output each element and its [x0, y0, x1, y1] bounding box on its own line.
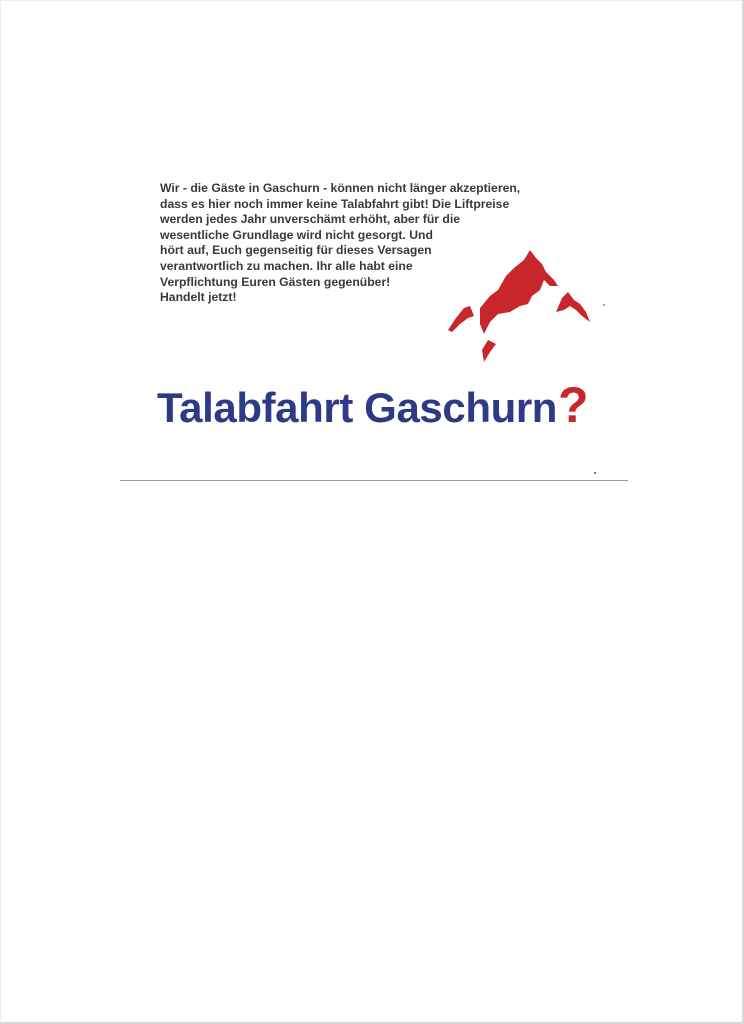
- appeal-line-4: wesentliche Grundlage wird nicht gesorgt. Und: [160, 227, 433, 242]
- appeal-line-5: hört auf, Euch gegenseitig für dieses Versagen: [160, 243, 432, 258]
- appeal-line-1: Wir - die Gäste in Gaschurn - können nicht länger akzeptieren,: [160, 181, 521, 195]
- scan-speck: [594, 472, 596, 474]
- headline: [157, 377, 589, 433]
- red-mountain-icon: [446, 246, 592, 366]
- appeal-line-8: Handelt jetzt!: [160, 290, 237, 305]
- appeal-line-3: werden jedes Jahr unverschämt erhöht, aber für die: [160, 212, 461, 227]
- appeal-line-7: Verpflichtung Euren Gästen gegenüber!: [160, 274, 391, 289]
- question-mark: ?: [558, 377, 589, 433]
- divider-line: [120, 480, 628, 481]
- appeal-line-6: verantwortlich zu machen. Ihr alle habt eine: [160, 258, 413, 273]
- scan-speck: [603, 304, 605, 306]
- headline-text: Talabfahrt Gaschurn: [157, 384, 558, 431]
- appeal-line-2: dass es hier noch immer keine Talabfahrt gibt! Die Liftpreise: [160, 196, 510, 211]
